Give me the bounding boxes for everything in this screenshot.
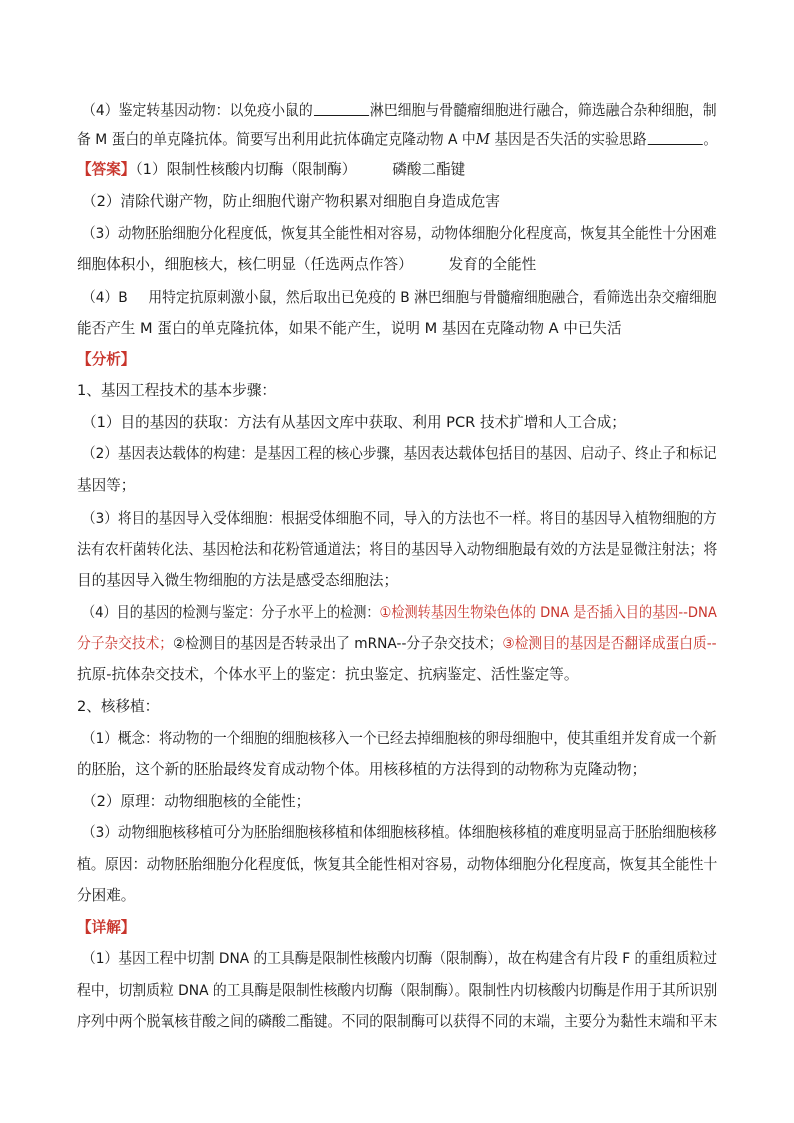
analysis-p4-highlight-1: ①检测转基因生物染色体的 DNA 是否插入目的基因--DNA [379,604,717,621]
detail-d1c-text: 序列中两个脱氧核苷酸之间的磷酸二酯键。不同的限制酶可以获得不同的末端，主要分为黏性末端和平末 [77,1013,718,1030]
analysis-n1b-text: 的胚胎，这个新的胚胎最终发育成动物个体。用核移植的方法得到的动物称为克隆动物； [77,761,647,778]
answer-4a: （4）B [82,289,128,306]
section-2-title: 2、核移植： [77,698,160,715]
analysis-p4-line-2 [77,634,717,654]
detail-d1a-text: （1）基因工程中切割 DNA 的工具酶是限制性核酸内切酶（限制酶），故在构建含有片段 F 的重组质粒过 [82,950,717,967]
analysis-p1-text: （1）目的基因的获取：方法有从基因文库中获取、利用 PCR 技术扩增和人工合成； [82,414,626,431]
answer-4b: 用特定抗原刺激小鼠，然后取出已免疫的 B 淋巴细胞与骨髓瘤细胞融合，看筛选出杂交瘤细胞 [148,289,717,306]
analysis-section-2 [77,697,159,717]
analysis-p3b-text: 法有农杆菌转化法、基因枪法和花粉管通道法；将目的基因导入动物细胞最有效的方法是显微注射法；将 [77,541,718,558]
answer-blank-1 [314,101,369,116]
answer-line-3 [82,224,717,244]
analysis-p3-line-1 [82,509,717,529]
analysis-p4-line-3 [77,665,578,685]
analysis-n1-line-2 [77,760,646,780]
section-1-title: 1、基因工程技术的基本步骤： [77,382,277,399]
answer-line-1 [77,160,465,180]
detail-label: 【详解】 [77,919,136,936]
answer-line-4 [77,255,536,275]
analysis-label: 【分析】 [77,351,136,368]
analysis-heading [77,350,135,370]
analysis-p2a-text: （2）基因表达载体的构建：是基因工程的核心步骤，基因表达载体包括目的基因、启动子、终止子和标记 [82,445,717,462]
analysis-p3-line-3 [77,571,398,591]
detail-line-1 [82,949,717,969]
question-4-line-1 [82,101,717,121]
question-4-text-e: 。 [703,131,718,148]
answer-1a: （1）限制性核酸内切酶（限制酶） [135,161,357,178]
detail-heading [77,918,135,938]
answer-3b: 细胞体积小，细胞核大，核仁明显（任选两点作答） [77,256,413,273]
answer-3a: （3）动物胚胎细胞分化程度低，恢复其全能性相对容易，动物体细胞分化程度高，恢复其全能性十分困难 [82,225,717,242]
answer-3c: 发育的全能性 [448,256,537,273]
answer-blank-2 [647,130,702,145]
analysis-p2b-text: 基因等； [77,477,136,494]
analysis-n2 [82,792,310,812]
question-4-text-c: 备 M 蛋白的单克隆抗体。简要写出利用此抗体确定克隆动物 A 中 [77,131,476,148]
analysis-p4c-text: 抗原-抗体杂交技术，个体水平上的鉴定：抗虫鉴定、抗病鉴定、活性鉴定等。 [77,666,579,683]
analysis-n3a-text: （3）动物细胞核移植可分为胚胎细胞核移植和体细胞核移植。体细胞核移植的难度明显高于胚胎细胞核移 [82,824,717,841]
analysis-p4a-text: （4）目的基因的检测与鉴定：分子水平上的检测： [82,604,380,621]
answer-line-6 [77,319,622,339]
answer-4c: 能否产生 M 蛋白的单克隆抗体，如果不能产生，说明 M 基因在克隆动物 A 中已失活 [77,320,622,337]
gene-symbol-m: M [475,131,490,148]
analysis-p4-highlight-3: ③检测目的基因是否翻译成蛋白质-- [502,635,717,652]
detail-line-2 [77,981,717,1001]
question-4-line-2 [77,130,717,150]
question-4-text-b: 淋巴细胞与骨髓瘤细胞进行融合，筛选融合杂种细胞，制 [369,102,717,119]
analysis-n3-line-3 [77,886,135,906]
analysis-p4-highlight-2: 分子杂交技术； [77,635,174,652]
analysis-n1a-text: （1）概念：将动物的一个细胞的细胞核移入一个已经去掉细胞核的卵母细胞中，使其重组并发育成一个新 [82,730,717,747]
answer-2: （2）清除代谢产物，防止细胞代谢产物积累对细胞自身造成危害 [82,193,500,210]
answer-label: 【答案】 [77,161,136,178]
analysis-p2-line-1 [82,444,717,464]
analysis-n3-line-2 [77,855,717,875]
analysis-n3c-text: 分困难。 [77,887,136,904]
analysis-p2-line-2 [77,476,135,496]
analysis-p3a-text: （3）将目的基因导入受体细胞：根据受体细胞不同，导入的方法也不一样。将目的基因导入植物细胞的方 [82,510,717,527]
analysis-n3-line-1 [82,823,717,843]
question-4-text-a: （4）鉴定转基因动物：以免疫小鼠的 [82,102,313,119]
analysis-n2-text: （2）原理：动物细胞核的全能性； [82,793,311,810]
question-4-text-d: 基因是否失活的实验思路 [489,131,647,148]
detail-d1b-text: 程中，切割质粒 DNA 的工具酶是限制性核酸内切酶（限制酶）。限制性内切核酸内切酶是作用于其所识别 [77,982,718,999]
answer-line-2 [82,192,500,212]
answer-1b: 磷酸二酯键 [392,161,466,178]
detail-line-3 [77,1012,717,1032]
analysis-section-1 [77,381,276,401]
analysis-p3-line-2 [77,540,717,560]
analysis-n1-line-1 [82,729,717,749]
analysis-p4-line-1 [82,603,717,623]
answer-line-5 [82,288,717,308]
analysis-p4b-text: ②检测目的基因是否转录出了 mRNA--分子杂交技术； [173,635,503,652]
analysis-p1 [82,413,626,433]
analysis-n3b-text: 植。原因：动物胚胎细胞分化程度低，恢复其全能性相对容易，动物体细胞分化程度高，恢复其全能性十 [77,856,718,873]
analysis-p3c-text: 目的基因导入微生物细胞的方法是感受态细胞法； [77,572,399,589]
